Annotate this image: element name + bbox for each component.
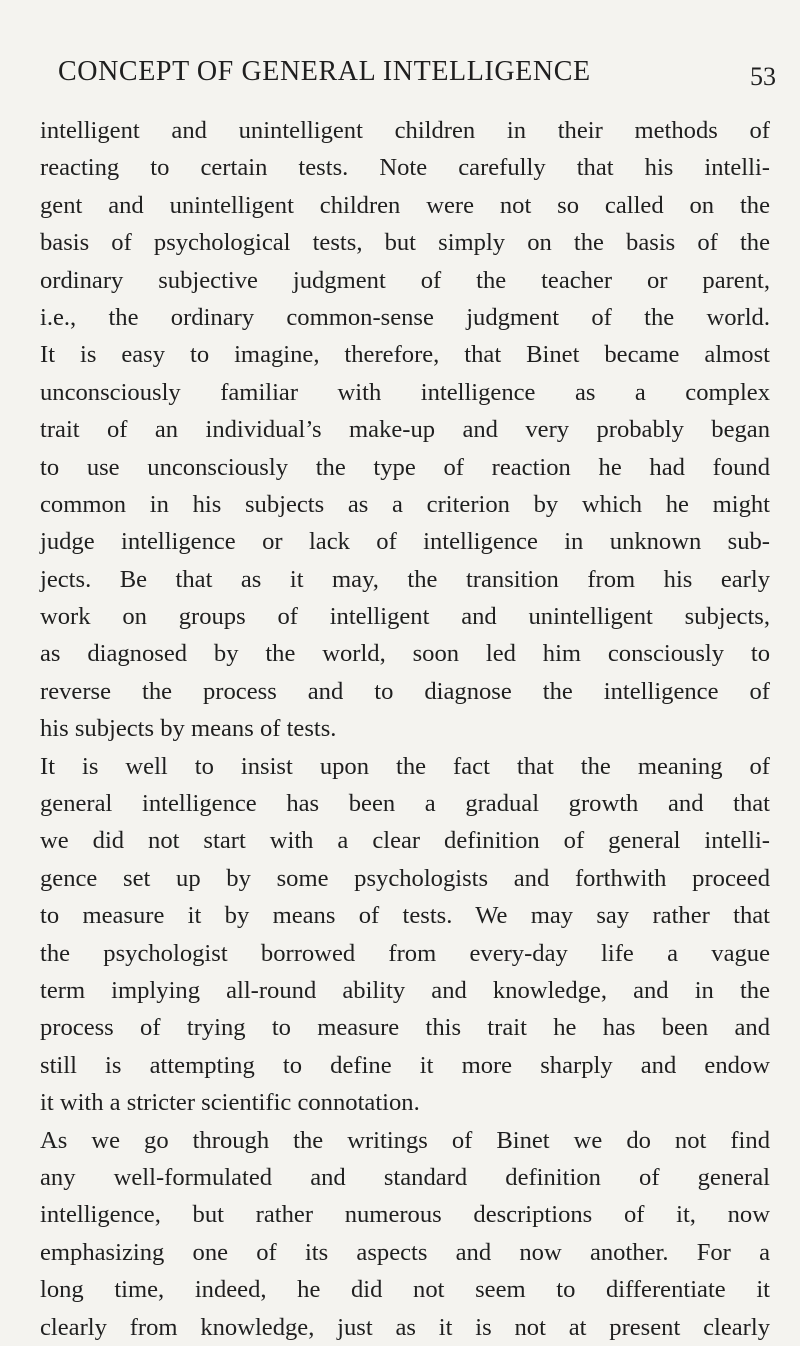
text-line: reverse the process and to diagnose the intelligence of bbox=[40, 677, 770, 705]
text-line: It is well to insist upon the fact that the meaning of bbox=[40, 752, 770, 780]
text-line: we did not start with a clear definition of general intelli- bbox=[40, 827, 770, 855]
text-line: work on groups of intelligent and unintelligent subjects, bbox=[40, 603, 770, 631]
running-title: CONCEPT OF GENERAL INTELLIGENCE bbox=[58, 56, 591, 87]
text-line: As we go through the writings of Binet we do not find bbox=[40, 1126, 770, 1154]
text-line: still is attempting to define it more sharply and endow bbox=[40, 1051, 770, 1079]
text-line: his subjects by means of tests. bbox=[40, 715, 337, 743]
text-line: it with a stricter scientific connotation. bbox=[40, 1089, 420, 1117]
text-line: to measure it by means of tests. We may say rather that bbox=[40, 902, 770, 930]
text-line: the psychologist borrowed from every-day life a vague bbox=[40, 939, 770, 967]
text-line: intelligence, but rather numerous descriptions of it, now bbox=[40, 1201, 770, 1229]
running-head bbox=[58, 56, 780, 96]
text-line: common in his subjects as a criterion by which he might bbox=[40, 490, 770, 518]
text-line: basis of psychological tests, but simply on the basis of the bbox=[40, 229, 770, 257]
text-line: reacting to certain tests. Note carefully that his intelli- bbox=[40, 154, 770, 182]
text-line: to use unconsciously the type of reaction he had found bbox=[40, 453, 770, 481]
text-line: ordinary subjective judgment of the teacher or parent, bbox=[40, 266, 770, 294]
body-text bbox=[40, 112, 770, 1346]
text-line: judge intelligence or lack of intelligence in unknown sub- bbox=[40, 528, 770, 556]
text-line: jects. Be that as it may, the transition from his early bbox=[40, 565, 770, 593]
text-line: term implying all-round ability and knowledge, and in the bbox=[40, 976, 770, 1004]
text-line: It is easy to imagine, therefore, that Binet became almost bbox=[40, 341, 770, 369]
text-line: trait of an individual’s make-up and very probably began bbox=[40, 416, 770, 444]
text-line: emphasizing one of its aspects and now another. For a bbox=[40, 1238, 770, 1266]
text-line: intelligent and unintelligent children in their methods of bbox=[40, 117, 770, 144]
text-line: any well-formulated and standard definition of general bbox=[40, 1163, 770, 1191]
text-line: unconsciously familiar with intelligence as a complex bbox=[40, 378, 770, 406]
text-line: gent and unintelligent children were not so called on the bbox=[40, 191, 770, 219]
text-line: long time, indeed, he did not seem to differentiate it bbox=[40, 1276, 770, 1304]
text-line: as diagnosed by the world, soon led him consciously to bbox=[40, 640, 770, 668]
text-line: process of trying to measure this trait he has been and bbox=[40, 1014, 770, 1042]
text-line: gence set up by some psychologists and forthwith proceed bbox=[40, 864, 770, 892]
text-line: i.e., the ordinary common-sense judgment of the world. bbox=[40, 303, 770, 331]
page-number: 53 bbox=[750, 62, 776, 91]
text-line: clearly from knowledge, just as it is not at present clearly bbox=[40, 1313, 770, 1341]
text-line: general intelligence has been a gradual growth and that bbox=[40, 790, 770, 818]
